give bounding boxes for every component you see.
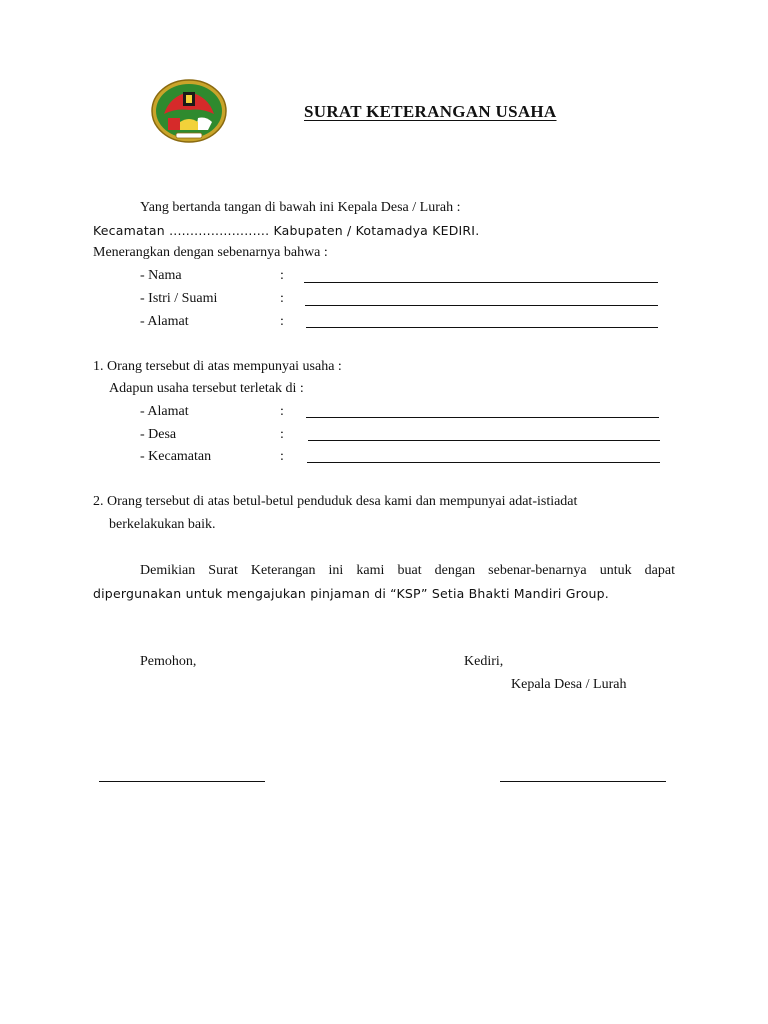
nama-fill-line[interactable] [304, 282, 658, 283]
field-colon: : [280, 404, 284, 419]
official-label: Kepala Desa / Lurah [511, 677, 627, 692]
field-colon: : [280, 314, 284, 329]
applicant-signature-line[interactable] [99, 781, 265, 782]
kecamatan-fill-line[interactable] [307, 462, 660, 463]
field-label-usaha-alamat: - Alamat [140, 404, 189, 419]
kecamatan-dots: ........................ [169, 223, 270, 238]
field-colon: : [280, 449, 284, 464]
field-colon: : [280, 268, 284, 283]
field-colon: : [280, 427, 284, 442]
field-label-desa: - Desa [140, 427, 177, 442]
kecamatan-line [93, 223, 479, 238]
applicant-label: Pemohon, [140, 654, 197, 669]
closing-text-line-1 [140, 563, 675, 579]
point-2-text: 2. Orang tersebut di atas betul-betul penduduk desa kami dan mempunyai adat-istiadat [93, 494, 578, 509]
alamat-fill-line[interactable] [306, 327, 658, 328]
document-title: SURAT KETERANGAN USAHA [304, 102, 557, 121]
usaha-alamat-fill-line[interactable] [306, 417, 659, 418]
field-label-kecamatan: - Kecamatan [140, 449, 212, 464]
field-label-alamat: - Alamat [140, 314, 189, 329]
kabupaten-text: Kabupaten / Kotamadya KEDIRI. [273, 223, 480, 238]
istri-suami-fill-line[interactable] [305, 305, 658, 306]
closing-text-line-2: dipergunakan untuk mengajukan pinjaman di “KSP” Setia Bhakti Mandiri Group. [93, 586, 609, 601]
regional-emblem-icon [150, 78, 228, 144]
point-1-text: 1. Orang tersebut di atas mempunyai usaha : [93, 359, 342, 374]
field-colon: : [280, 291, 284, 306]
field-label-nama: - Nama [140, 268, 182, 283]
point-1-sub-text: Adapun usaha tersebut terletak di : [109, 381, 304, 396]
closing-line-1: Demikian Surat Keterangan ini kami buat dengan sebenar-benarnya untuk dapat [140, 563, 675, 578]
field-label-istri-suami: - Istri / Suami [140, 291, 218, 306]
menerangkan-text: Menerangkan dengan sebenarnya bahwa : [93, 245, 328, 260]
intro-text: Yang bertanda tangan di bawah ini Kepala Desa / Lurah : [140, 200, 461, 215]
kecamatan-label: Kecamatan [93, 223, 165, 238]
official-signature-line[interactable] [500, 781, 666, 782]
place-label: Kediri, [464, 654, 504, 669]
desa-fill-line[interactable] [308, 440, 660, 441]
point-2-continuation: berkelakukan baik. [109, 517, 216, 532]
